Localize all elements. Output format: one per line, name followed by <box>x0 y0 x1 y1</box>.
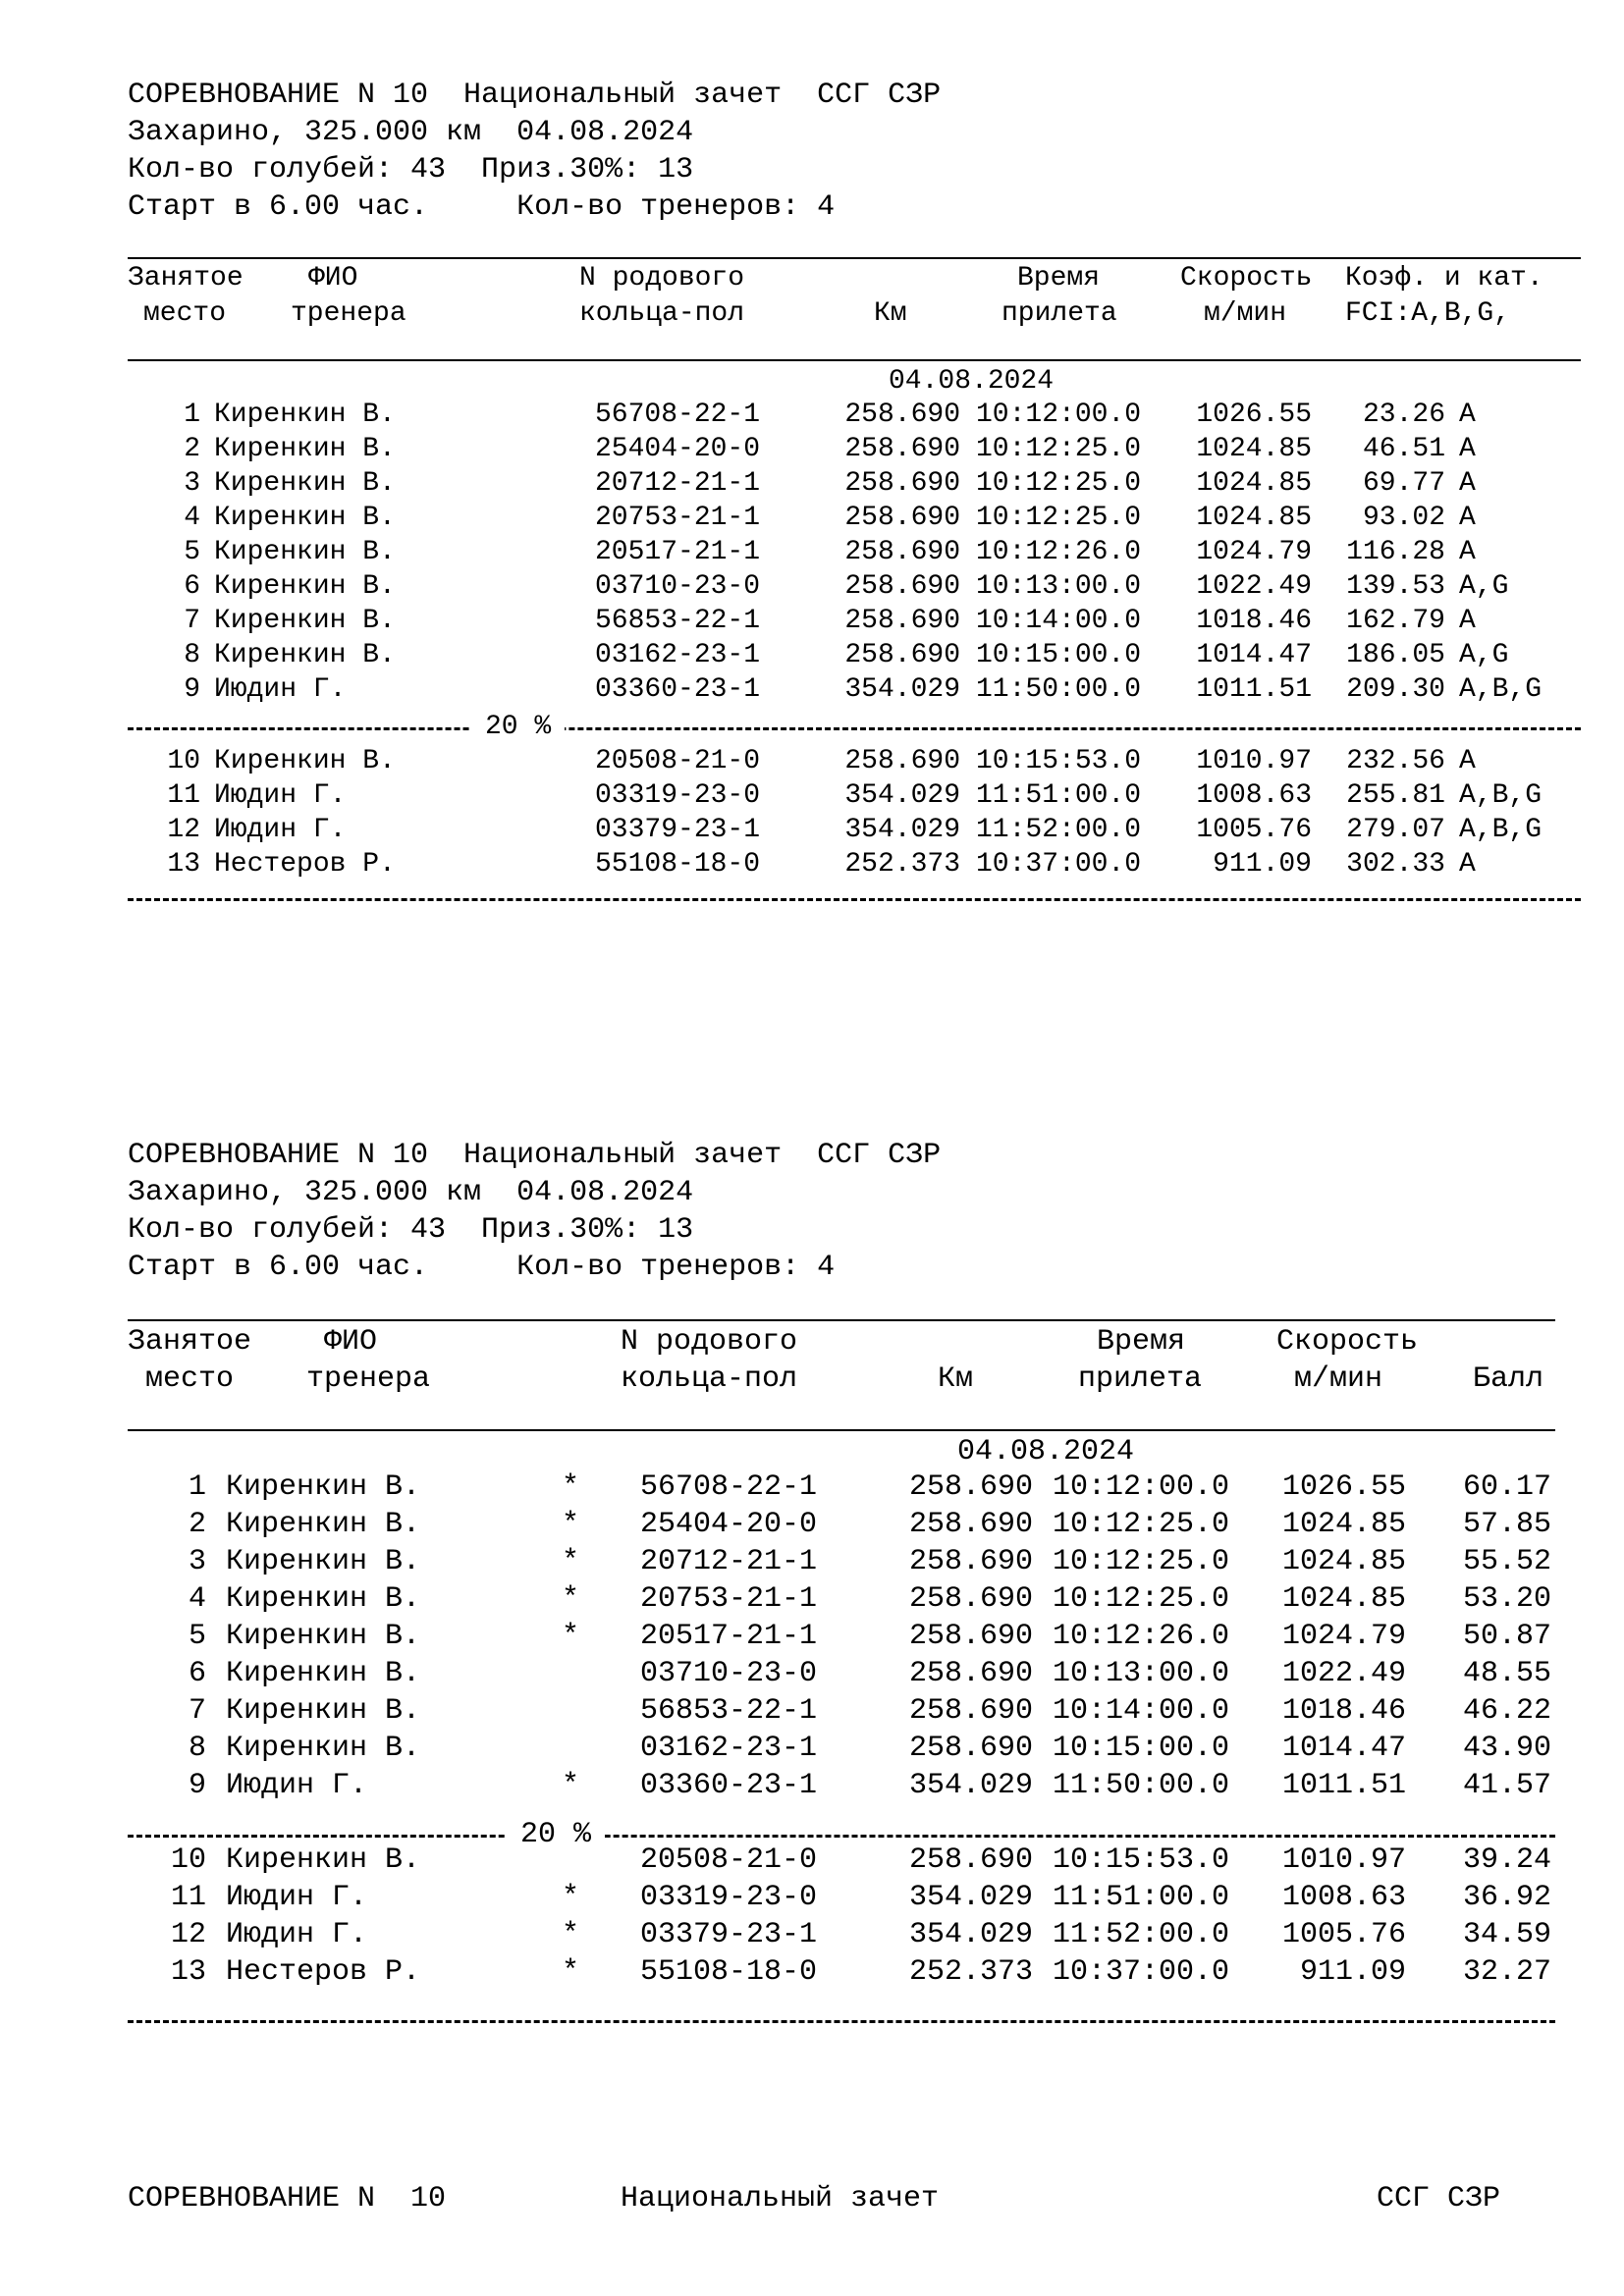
cell-trainer: Киренкин В. <box>214 503 396 533</box>
cell-score: 43.90 <box>1462 1732 1551 1765</box>
header-bottom-rule <box>128 1429 1555 1431</box>
cell-trainer: Киренкин В. <box>226 1620 421 1653</box>
cell-trainer: Июдин Г. <box>226 1918 368 1951</box>
col-header-time-2: прилета <box>1078 1362 1203 1396</box>
col-header-ring-2: кольца-пол <box>579 298 745 329</box>
cell-speed: 1005.76 <box>1196 815 1312 845</box>
cell-km: 354.029 <box>908 1918 1033 1951</box>
col-header-ring: N родового <box>621 1325 798 1359</box>
cell-km: 258.690 <box>908 1582 1033 1616</box>
cell-coef: 69.77 <box>1362 468 1445 499</box>
cell-category: A <box>1459 746 1476 776</box>
cell-coef: 209.30 <box>1346 674 1445 705</box>
cell-km: 354.029 <box>844 674 960 705</box>
cell-speed: 1024.85 <box>1196 434 1312 464</box>
cell-trainer: Июдин Г. <box>214 674 347 705</box>
cell-speed: 1008.63 <box>1281 1881 1406 1914</box>
cell-category: A,G <box>1459 640 1509 670</box>
cell-trainer: Киренкин В. <box>214 468 396 499</box>
cell-place: 7 <box>184 606 200 636</box>
cell-ring: 20753-21-1 <box>595 503 761 533</box>
cell-km: 258.690 <box>844 434 960 464</box>
cell-place: 10 <box>170 1843 206 1877</box>
cell-km: 252.373 <box>844 849 960 880</box>
cell-km: 354.029 <box>844 780 960 811</box>
cell-mark: * <box>562 1470 580 1504</box>
col-header-name: ФИО <box>308 263 358 294</box>
cell-time: 10:37:00.0 <box>976 849 1142 880</box>
cell-category: A <box>1459 606 1476 636</box>
cell-mark: * <box>562 1881 580 1914</box>
cell-mark: * <box>562 1769 580 1802</box>
col-header-ring: N родового <box>579 263 745 294</box>
header-bottom-rule <box>128 359 1581 361</box>
cell-speed: 1018.46 <box>1281 1694 1406 1728</box>
cell-category: A,B,G <box>1459 674 1543 705</box>
cell-trainer: Киренкин В. <box>214 434 396 464</box>
cell-ring: 03710-23-0 <box>640 1657 818 1690</box>
cell-coef: 116.28 <box>1346 537 1445 567</box>
cell-km: 258.690 <box>844 468 960 499</box>
cell-place: 12 <box>167 815 200 845</box>
cell-ring: 03379-23-1 <box>595 815 761 845</box>
cell-speed: 1024.85 <box>1196 503 1312 533</box>
cell-time: 10:15:00.0 <box>976 640 1142 670</box>
col-header-name-2: тренера <box>306 1362 431 1396</box>
cell-km: 258.690 <box>908 1843 1033 1877</box>
cell-ring: 03360-23-1 <box>640 1769 818 1802</box>
cell-km: 258.690 <box>844 537 960 567</box>
cell-category: A <box>1459 849 1476 880</box>
race-location-date: Захарино, 325.000 км 04.08.2024 <box>128 116 694 149</box>
col-header-name-2: тренера <box>291 298 406 329</box>
cell-speed: 1008.63 <box>1196 780 1312 811</box>
cell-time: 10:15:53.0 <box>976 746 1142 776</box>
cell-speed: 911.09 <box>1213 849 1312 880</box>
cell-speed: 911.09 <box>1299 1955 1406 1989</box>
cell-ring: 20712-21-1 <box>595 468 761 499</box>
cell-time: 11:52:00.0 <box>976 815 1142 845</box>
cell-coef: 162.79 <box>1346 606 1445 636</box>
cell-place: 4 <box>184 503 200 533</box>
cell-ring: 56708-22-1 <box>640 1470 818 1504</box>
cell-time: 11:50:00.0 <box>976 674 1142 705</box>
cell-coef: 46.51 <box>1362 434 1445 464</box>
cell-trainer: Киренкин В. <box>226 1508 421 1541</box>
start-trainers: Старт в 6.00 час. Кол-во тренеров: 4 <box>128 190 836 224</box>
cell-ring: 20712-21-1 <box>640 1545 818 1578</box>
cell-ring: 03379-23-1 <box>640 1918 818 1951</box>
cell-trainer: Нестеров Р. <box>226 1955 421 1989</box>
cell-km: 258.690 <box>844 503 960 533</box>
cell-trainer: Киренкин В. <box>226 1582 421 1616</box>
cell-km: 258.690 <box>908 1694 1033 1728</box>
cell-place: 3 <box>184 468 200 499</box>
cell-score: 48.55 <box>1462 1657 1551 1690</box>
cell-time: 11:52:00.0 <box>1053 1918 1230 1951</box>
col-header-speed-2: м/мин <box>1294 1362 1383 1396</box>
pigeon-count: Кол-во голубей: 43 Приз.30%: 13 <box>128 1213 694 1247</box>
cell-km: 258.690 <box>908 1508 1033 1541</box>
footer-competition: СОРЕВНОВАНИЕ N 10 <box>128 2182 447 2216</box>
cell-ring: 25404-20-0 <box>640 1508 818 1541</box>
cell-place: 10 <box>167 746 200 776</box>
cell-ring: 55108-18-0 <box>640 1955 818 1989</box>
cell-score: 50.87 <box>1462 1620 1551 1653</box>
date-row: 04.08.2024 <box>889 366 1055 397</box>
cell-ring: 03710-23-0 <box>595 571 761 602</box>
cell-ring: 03162-23-1 <box>595 640 761 670</box>
col-header-coef-2: FCI:A,B,G, <box>1345 298 1511 329</box>
cell-coef: 139.53 <box>1346 571 1445 602</box>
col-header-speed: Скорость <box>1180 263 1313 294</box>
cell-trainer: Киренкин В. <box>214 571 396 602</box>
cell-km: 354.029 <box>908 1769 1033 1802</box>
cell-speed: 1026.55 <box>1281 1470 1406 1504</box>
cell-place: 2 <box>184 434 200 464</box>
cell-km: 258.690 <box>844 400 960 430</box>
cell-trainer: Киренкин В. <box>226 1470 421 1504</box>
cell-km: 354.029 <box>844 815 960 845</box>
cell-speed: 1005.76 <box>1281 1918 1406 1951</box>
cell-trainer: Киренкин В. <box>226 1732 421 1765</box>
col-header-speed: Скорость <box>1276 1325 1419 1359</box>
cell-place: 11 <box>167 780 200 811</box>
cell-km: 258.690 <box>844 746 960 776</box>
cell-score: 39.24 <box>1462 1843 1551 1877</box>
cell-place: 5 <box>188 1620 206 1653</box>
cell-score: 36.92 <box>1462 1881 1551 1914</box>
cell-time: 10:12:25.0 <box>976 468 1142 499</box>
cell-mark: * <box>562 1508 580 1541</box>
cell-score: 32.27 <box>1462 1955 1551 1989</box>
cell-ring: 56708-22-1 <box>595 400 761 430</box>
footer-club: ССГ СЗР <box>1377 2182 1501 2216</box>
cell-speed: 1011.51 <box>1281 1769 1406 1802</box>
cell-place: 6 <box>184 571 200 602</box>
cell-speed: 1011.51 <box>1196 674 1312 705</box>
col-header-km: Км <box>938 1362 974 1396</box>
col-header-place-2: место <box>145 1362 235 1396</box>
cell-speed: 1024.79 <box>1196 537 1312 567</box>
cell-ring: 03360-23-1 <box>595 674 761 705</box>
cell-trainer: Июдин Г. <box>226 1881 368 1914</box>
cell-km: 258.690 <box>908 1732 1033 1765</box>
cell-time: 10:14:00.0 <box>1053 1694 1230 1728</box>
prize-cutoff-label: 20 % <box>471 714 565 741</box>
cell-speed: 1024.85 <box>1281 1582 1406 1616</box>
pigeon-count: Кол-во голубей: 43 Приз.30%: 13 <box>128 153 694 187</box>
cell-time: 10:12:26.0 <box>976 537 1142 567</box>
cell-category: A,G <box>1459 571 1509 602</box>
cell-ring: 20753-21-1 <box>640 1582 818 1616</box>
col-header-time: Время <box>1017 263 1101 294</box>
cell-trainer: Киренкин В. <box>226 1843 421 1877</box>
col-header-time: Время <box>1097 1325 1186 1359</box>
cell-ring: 20517-21-1 <box>595 537 761 567</box>
cell-score: 34.59 <box>1462 1918 1551 1951</box>
cell-time: 10:37:00.0 <box>1053 1955 1230 1989</box>
cell-time: 10:15:53.0 <box>1053 1843 1230 1877</box>
cell-time: 10:13:00.0 <box>1053 1657 1230 1690</box>
cell-trainer: Июдин Г. <box>214 780 347 811</box>
cell-time: 10:15:00.0 <box>1053 1732 1230 1765</box>
cell-time: 10:14:00.0 <box>976 606 1142 636</box>
prize-cutoff-label: 20 % <box>507 1820 605 1849</box>
cell-km: 258.690 <box>844 606 960 636</box>
cell-km: 258.690 <box>908 1470 1033 1504</box>
cell-mark: * <box>562 1582 580 1616</box>
cell-ring: 25404-20-0 <box>595 434 761 464</box>
cell-place: 1 <box>188 1470 206 1504</box>
cell-ring: 03319-23-0 <box>640 1881 818 1914</box>
cell-place: 2 <box>188 1508 206 1541</box>
cell-km: 252.373 <box>908 1955 1033 1989</box>
cell-category: A <box>1459 537 1476 567</box>
cell-time: 10:12:25.0 <box>1053 1582 1230 1616</box>
cell-trainer: Киренкин В. <box>214 537 396 567</box>
cell-score: 57.85 <box>1462 1508 1551 1541</box>
cell-speed: 1022.49 <box>1196 571 1312 602</box>
cell-mark: * <box>562 1955 580 1989</box>
cell-speed: 1024.85 <box>1281 1545 1406 1578</box>
cell-trainer: Киренкин В. <box>226 1657 421 1690</box>
cell-trainer: Нестеров Р. <box>214 849 396 880</box>
cell-time: 10:12:25.0 <box>976 503 1142 533</box>
cell-ring: 03162-23-1 <box>640 1732 818 1765</box>
cell-time: 10:12:00.0 <box>1053 1470 1230 1504</box>
cell-time: 10:13:00.0 <box>976 571 1142 602</box>
footer-title: Национальный зачет <box>621 2182 940 2216</box>
cell-place: 12 <box>170 1918 206 1951</box>
cell-time: 11:50:00.0 <box>1053 1769 1230 1802</box>
cell-mark: * <box>562 1620 580 1653</box>
cell-ring: 20508-21-0 <box>640 1843 818 1877</box>
cell-speed: 1024.85 <box>1281 1508 1406 1541</box>
table-bottom-rule <box>128 898 1581 901</box>
cell-speed: 1010.97 <box>1281 1843 1406 1877</box>
cell-trainer: Киренкин В. <box>214 400 396 430</box>
table-top-rule <box>128 1319 1555 1321</box>
cell-ring: 55108-18-0 <box>595 849 761 880</box>
cell-place: 13 <box>170 1955 206 1989</box>
cell-coef: 93.02 <box>1362 503 1445 533</box>
cell-ring: 03319-23-0 <box>595 780 761 811</box>
cell-km: 354.029 <box>908 1881 1033 1914</box>
cell-place: 13 <box>167 849 200 880</box>
cell-trainer: Киренкин В. <box>214 606 396 636</box>
cell-place: 9 <box>184 674 200 705</box>
col-header-speed-2: м/мин <box>1204 298 1287 329</box>
prize-cutoff-line <box>128 1835 1555 1838</box>
cell-place: 7 <box>188 1694 206 1728</box>
cell-speed: 1026.55 <box>1196 400 1312 430</box>
race-location-date: Захарино, 325.000 км 04.08.2024 <box>128 1176 694 1209</box>
cell-place: 4 <box>188 1582 206 1616</box>
table-top-rule <box>128 257 1581 259</box>
cell-time: 10:12:25.0 <box>1053 1545 1230 1578</box>
table-bottom-rule <box>128 2020 1555 2023</box>
cell-ring: 56853-22-1 <box>640 1694 818 1728</box>
cell-ring: 20517-21-1 <box>640 1620 818 1653</box>
cell-category: A <box>1459 434 1476 464</box>
cell-mark: * <box>562 1545 580 1578</box>
cell-trainer: Июдин Г. <box>214 815 347 845</box>
cell-score: 53.20 <box>1462 1582 1551 1616</box>
start-trainers: Старт в 6.00 час. Кол-во тренеров: 4 <box>128 1251 836 1284</box>
col-header-km: Км <box>874 298 907 329</box>
cell-category: A,B,G <box>1459 780 1543 811</box>
cell-time: 10:12:25.0 <box>976 434 1142 464</box>
cell-mark: * <box>562 1918 580 1951</box>
cell-speed: 1024.85 <box>1196 468 1312 499</box>
cell-km: 258.690 <box>844 640 960 670</box>
cell-score: 46.22 <box>1462 1694 1551 1728</box>
col-header-place: Занятое <box>128 1325 252 1359</box>
cell-km: 258.690 <box>908 1657 1033 1690</box>
cell-place: 11 <box>170 1881 206 1914</box>
cell-place: 5 <box>184 537 200 567</box>
cell-category: A <box>1459 503 1476 533</box>
cell-trainer: Киренкин В. <box>214 746 396 776</box>
cell-score: 41.57 <box>1462 1769 1551 1802</box>
col-header-time-2: прилета <box>1001 298 1117 329</box>
col-header-score: Балл <box>1473 1362 1544 1396</box>
cell-speed: 1018.46 <box>1196 606 1312 636</box>
col-header-coef: Коэф. и кат. <box>1345 263 1543 294</box>
cell-speed: 1022.49 <box>1281 1657 1406 1690</box>
competition-title: СОРЕВНОВАНИЕ N 10 Национальный зачет ССГ СЗР <box>128 79 942 112</box>
cell-category: A <box>1459 400 1476 430</box>
cell-place: 6 <box>188 1657 206 1690</box>
cell-time: 11:51:00.0 <box>1053 1881 1230 1914</box>
cell-place: 3 <box>188 1545 206 1578</box>
date-row: 04.08.2024 <box>957 1435 1135 1468</box>
cell-trainer: Киренкин В. <box>226 1545 421 1578</box>
cell-time: 10:12:25.0 <box>1053 1508 1230 1541</box>
cell-coef: 255.81 <box>1346 780 1445 811</box>
cell-speed: 1014.47 <box>1281 1732 1406 1765</box>
cell-place: 9 <box>188 1769 206 1802</box>
cell-coef: 186.05 <box>1346 640 1445 670</box>
cell-trainer: Июдин Г. <box>226 1769 368 1802</box>
cell-time: 10:12:26.0 <box>1053 1620 1230 1653</box>
cell-score: 60.17 <box>1462 1470 1551 1504</box>
cell-time: 10:12:00.0 <box>976 400 1142 430</box>
cell-speed: 1010.97 <box>1196 746 1312 776</box>
cell-coef: 279.07 <box>1346 815 1445 845</box>
cell-trainer: Киренкин В. <box>226 1694 421 1728</box>
cell-place: 8 <box>184 640 200 670</box>
cell-coef: 23.26 <box>1362 400 1445 430</box>
cell-time: 11:51:00.0 <box>976 780 1142 811</box>
cell-ring: 20508-21-0 <box>595 746 761 776</box>
cell-place: 1 <box>184 400 200 430</box>
cell-speed: 1014.47 <box>1196 640 1312 670</box>
competition-title: СОРЕВНОВАНИЕ N 10 Национальный зачет ССГ СЗР <box>128 1139 942 1172</box>
cell-coef: 232.56 <box>1346 746 1445 776</box>
cell-speed: 1024.79 <box>1281 1620 1406 1653</box>
prize-cutoff-line <box>128 727 1581 730</box>
cell-km: 258.690 <box>908 1620 1033 1653</box>
cell-km: 258.690 <box>844 571 960 602</box>
cell-trainer: Киренкин В. <box>214 640 396 670</box>
cell-km: 258.690 <box>908 1545 1033 1578</box>
col-header-place-2: место <box>143 298 227 329</box>
cell-ring: 56853-22-1 <box>595 606 761 636</box>
cell-score: 55.52 <box>1462 1545 1551 1578</box>
col-header-name: ФИО <box>324 1325 378 1359</box>
col-header-place: Занятое <box>128 263 244 294</box>
cell-place: 8 <box>188 1732 206 1765</box>
cell-category: A,B,G <box>1459 815 1543 845</box>
cell-category: A <box>1459 468 1476 499</box>
col-header-ring-2: кольца-пол <box>621 1362 798 1396</box>
cell-coef: 302.33 <box>1346 849 1445 880</box>
